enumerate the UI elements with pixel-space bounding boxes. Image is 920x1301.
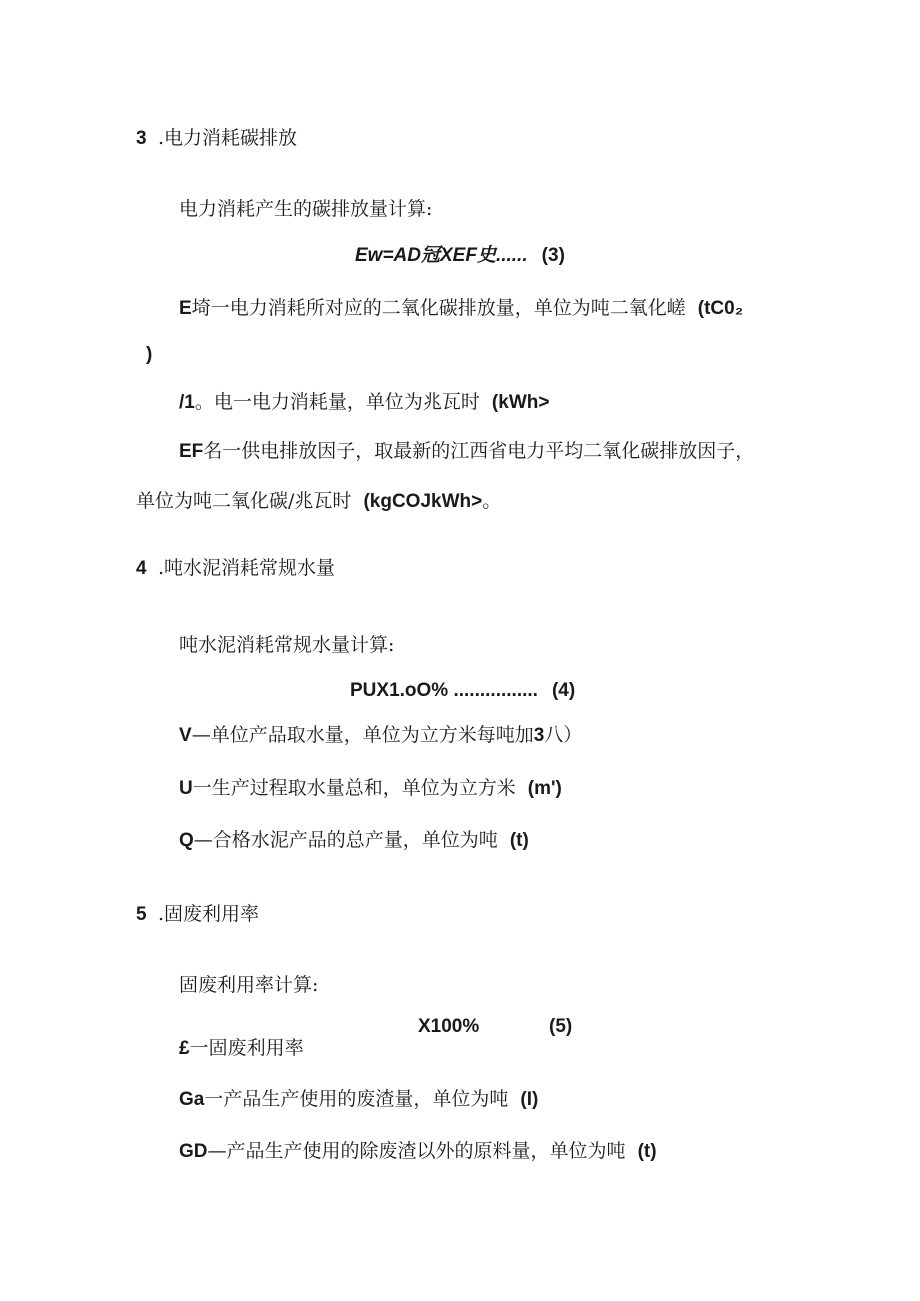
formula-expression: PUX1.oO% ................ <box>350 680 538 701</box>
definition-text: 埼一电力消耗所对应的二氧化碳排放量，单位为吨二氧化嵯 <box>191 297 686 319</box>
symbol: Q <box>179 830 194 851</box>
formula-expression: Ew=AD冠XEF史...... <box>355 245 528 266</box>
formula-5-expression: X100% <box>418 1016 480 1037</box>
section-5-heading <box>136 902 259 927</box>
formula-number: (4) <box>551 680 576 701</box>
definition-text: —产品生产使用的除废渣以外的原料量，单位为吨 <box>207 1140 626 1162</box>
definition-text: 一产品生产使用的废渣量，单位为吨 <box>204 1088 509 1110</box>
symbol: Ga <box>179 1089 205 1110</box>
section-5-intro: 固废利用率计算: <box>179 974 319 996</box>
definition-text: 一固废利用率 <box>189 1037 304 1059</box>
symbol: GD <box>179 1141 208 1162</box>
unit: (kWh> <box>491 392 550 413</box>
punctuation: 。 <box>482 490 502 512</box>
unit: (m') <box>527 778 562 799</box>
symbol: £ <box>179 1038 190 1059</box>
section-title: .电力消耗碳排放 <box>158 127 298 149</box>
unit: (kgCOJkWh> <box>363 491 483 512</box>
definition-ef <box>179 439 754 464</box>
definition-u <box>179 776 562 801</box>
formula-number: (3) <box>541 245 565 266</box>
section-number: 5 <box>136 904 147 925</box>
definition-epsilon <box>179 1036 304 1061</box>
definition-gd <box>179 1139 657 1164</box>
unit: (I) <box>520 1089 539 1110</box>
formula-3 <box>355 243 565 268</box>
section-4-intro: 吨水泥消耗常规水量计算: <box>179 634 395 656</box>
definition-q <box>179 828 529 853</box>
unit: 3 <box>533 725 545 746</box>
formula-5-number: (5) <box>549 1016 573 1037</box>
section-title: .固废利用率 <box>158 903 260 925</box>
symbol: V <box>179 725 192 746</box>
definition-ad <box>179 390 549 415</box>
definition-text: 一生产过程取水量总和，单位为立方米 <box>192 777 516 799</box>
section-4-heading <box>136 556 335 581</box>
unit: (tC0₂ <box>697 298 744 319</box>
symbol: /1 <box>179 392 195 413</box>
definition-text: 。电一电力消耗量，单位为兆瓦时 <box>194 391 480 413</box>
section-title: .吨水泥消耗常规水量 <box>158 557 336 579</box>
definition-text-end: 八） <box>544 724 583 746</box>
symbol: E <box>179 298 192 319</box>
definition-text: —合格水泥产品的总产量，单位为吨 <box>193 829 498 851</box>
unit: (t) <box>637 1141 657 1162</box>
section-number: 4 <box>136 558 147 579</box>
definition-e <box>179 296 743 321</box>
section-number: 3 <box>136 128 147 149</box>
definition-e-close: ) <box>146 344 153 365</box>
definition-text: 单位为吨二氧化碳/兆瓦时 <box>136 490 352 512</box>
definition-v <box>179 723 582 748</box>
symbol: U <box>179 778 193 799</box>
definition-ef-continued <box>136 489 501 514</box>
unit: (t) <box>509 830 529 851</box>
formula-4 <box>350 678 575 703</box>
definition-ga <box>179 1087 538 1112</box>
definition-text: —单位产品取水量，单位为立方米每吨加 <box>191 724 534 746</box>
section-3-intro: 电力消耗产生的碳排放量计算: <box>179 198 433 220</box>
section-3-heading <box>136 126 297 151</box>
symbol: EF <box>179 441 204 462</box>
definition-text: 名一供电排放因子，取最新的江西省电力平均二氧化碳排放因子， <box>203 440 755 462</box>
